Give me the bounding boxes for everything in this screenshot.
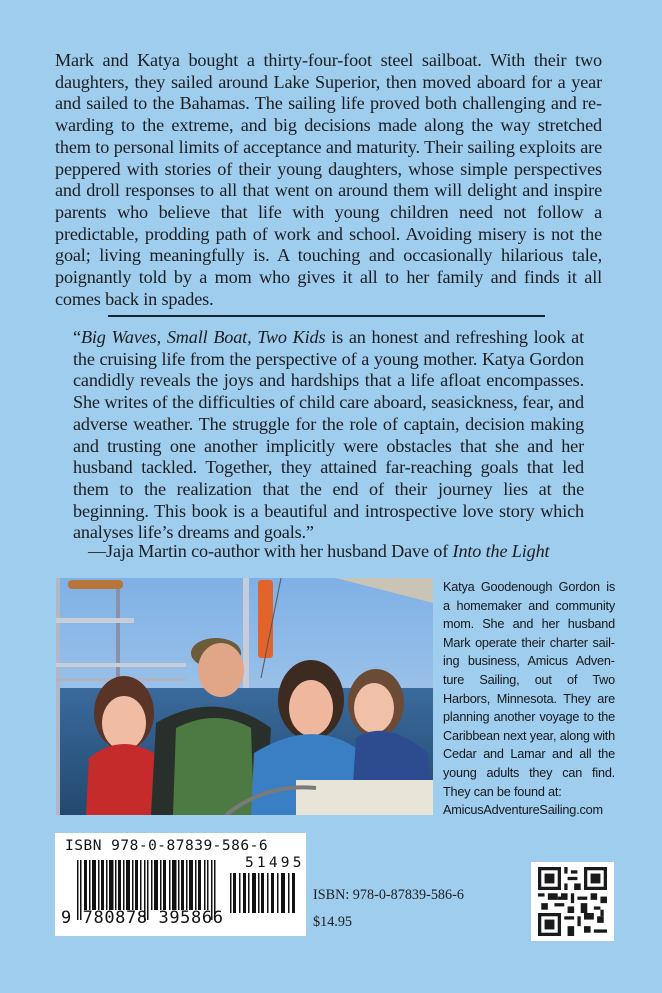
section-divider (108, 315, 545, 317)
testimonial-body: is an honest and refreshing look at the cruising life from the perspective of a young mother. Katya Gordon candidly reveals the joys and hardships that a life afloat encompasses. She writes of the difficulties of child care aboard, seasickness, fear, and adverse weather. The struggle for the role of captain, decision making and trusting one another implicitly were obstacles that she and her husband tackled. Together, they attained far-reaching goals that led them to the realization that the end of their journey lies at the beginning. This book is a beautiful and introspective love story which analyses life’s dreams and goals.” (73, 327, 584, 543)
attribution-author: —Jaja Martin co-author with her husband Dave of (88, 541, 453, 561)
author-website-link[interactable]: AmicusAdventureSailing.com (443, 803, 603, 818)
barcode-price-code: 51495 (245, 855, 305, 871)
open-quote: “ (73, 327, 81, 347)
price-addon-bars (230, 873, 296, 913)
attribution-book-title: Into the Light (452, 541, 550, 561)
author-bio-text: Katya Goodenough Gordon is a homemaker and community mom. She and her husband Mark operate their charter sailing business, Amicus Adventure Sailing, out of Two Harbors, Minnesota. They are planning another voyage to the Caribbean next year, along with Cedar and Lamar and all the young adults they can find. They can be found at: (443, 580, 615, 799)
book-description: Mark and Katya bought a thirty-four-foot steel sailboat. With their two daughters, they sailed around Lake Superior, then moved aboard for a year and sailed to the Bahamas. The sailing life proved both challenging and rewarding to the extreme, and big decisions made along the way stretched them to personal limits of acceptance and maturity. Their sailing exploits are peppered with stories of their young daughters, whose simple perspectives and droll responses to all that went on around them will delight and inspire parents who believe that life with young children need not follow a predictable, prodding path of work and school. Avoiding misery is not the goal; living meaningfully is. A touching and occasionally hilarious tale, poignantly told by a mom who gives it all to her family and finds it all comes back in spades. (55, 50, 602, 309)
author-bio (443, 578, 615, 820)
qr-code[interactable] (531, 862, 614, 941)
testimonial-attribution (88, 541, 608, 563)
quoted-book-title: Big Waves, Small Boat, Two Kids (80, 327, 326, 347)
isbn-barcode (55, 833, 306, 936)
ean-digits: 9 780878 395866 (61, 908, 224, 928)
author-family-photo (56, 578, 433, 815)
isbn-number: ISBN: 978-0-87839-586-6 (313, 887, 464, 903)
qr-code-icon (537, 867, 608, 936)
barcode-isbn-label: ISBN 978-0-87839-586-6 (65, 838, 269, 854)
testimonial-quote (73, 327, 584, 544)
book-price: $14.95 (313, 914, 353, 930)
family-photo-illustration (56, 578, 433, 815)
